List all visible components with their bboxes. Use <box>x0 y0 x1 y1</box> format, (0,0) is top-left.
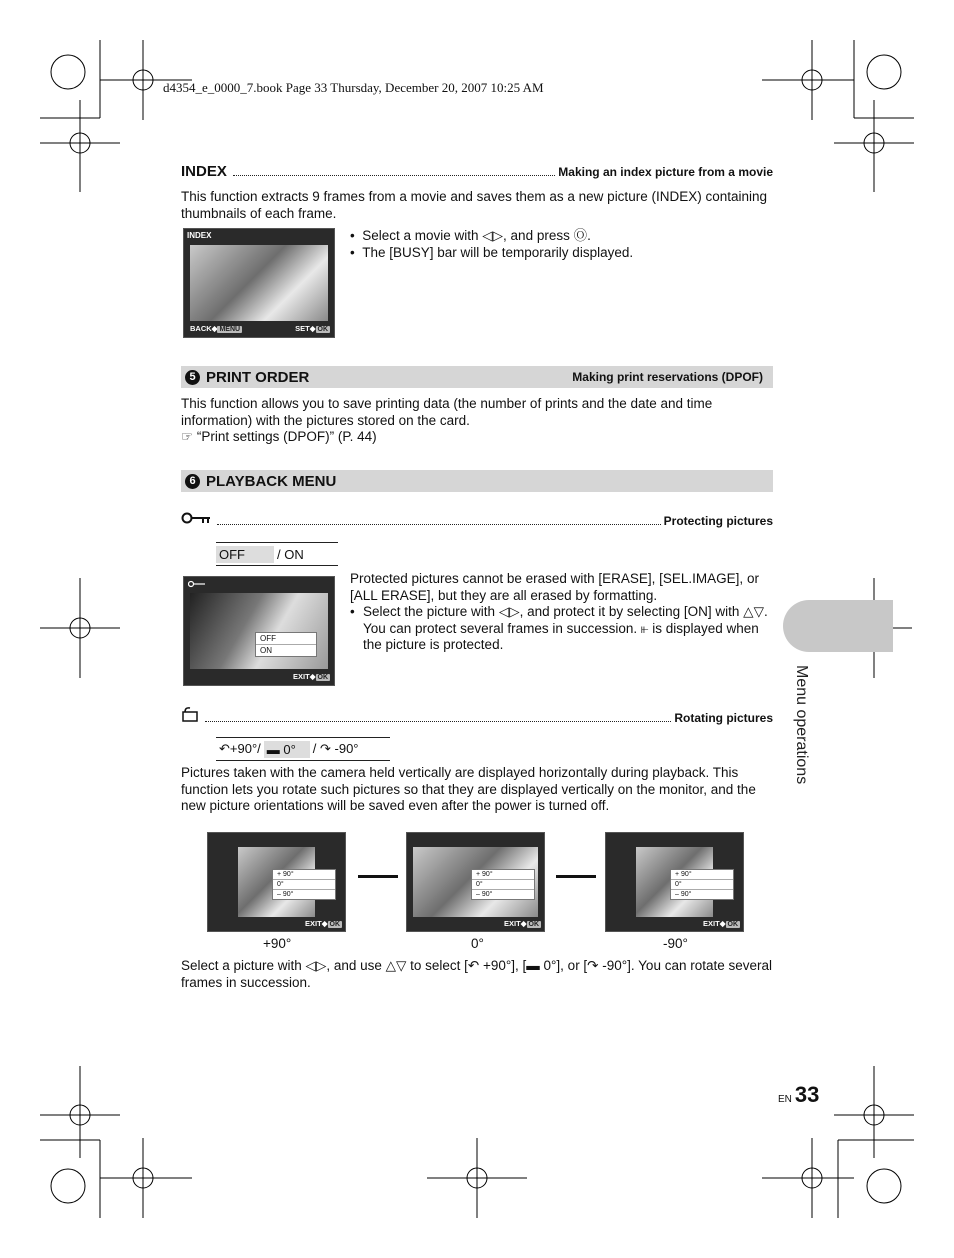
menu-plus90: + 90° <box>671 870 733 880</box>
crop-mark-bottom-left <box>40 1066 192 1218</box>
crop-mark-top-right <box>762 40 914 192</box>
index-title: INDEX <box>181 163 227 180</box>
print-order-band <box>181 366 773 388</box>
chapter-tab <box>783 600 893 652</box>
protect-heading <box>181 511 773 528</box>
option-0: ▬ 0° <box>264 741 310 758</box>
index-description: This function extracts 9 frames from a movie and saves them as a new picture (INDEX) containing thumbnails of each frame. <box>181 189 767 221</box>
menu-minus90: – 90° <box>476 891 493 898</box>
print-order-subtitle: Making print reservations (DPOF) <box>572 370 763 384</box>
menu-off: OFF <box>256 633 316 645</box>
key-icon <box>181 511 211 525</box>
bullet-item: • Select the picture with ◁▷, and protect it by selecting [ON] with △▽. You can protect several frames in succession. ⫦ is displayed when the picture is protected. <box>350 604 768 652</box>
menu-plus90: + 90° <box>472 870 534 880</box>
dog-photo <box>190 593 328 669</box>
protect-subtitle: Protecting pictures <box>663 514 773 528</box>
protect-description: Protected pictures cannot be erased with [ERASE], [SEL.IMAGE], or [ALL ERASE], but they are all erased by formatting. <box>350 571 759 603</box>
key-icon <box>188 580 206 588</box>
playback-menu-title: PLAYBACK MENU <box>206 472 337 490</box>
language-code: EN <box>778 1094 792 1105</box>
bullet-item: • Select a movie with ◁▷, and press Ⓞ. <box>350 228 591 243</box>
rotate-heading <box>181 706 773 725</box>
menu-minus90: – 90° <box>277 891 294 898</box>
menu-0: 0° <box>671 880 733 890</box>
screen-exit-label: EXIT◆ OK <box>703 919 738 928</box>
menu-on: ON <box>260 646 272 655</box>
rotate-screen-plus90 <box>207 832 346 932</box>
page-number <box>778 1082 819 1108</box>
index-subtitle: Making an index picture from a movie <box>558 165 773 179</box>
leader-dots <box>233 174 555 176</box>
screen-exit-label: EXIT◆ OK <box>305 919 340 928</box>
leader-dots <box>217 523 661 525</box>
index-heading <box>181 163 773 180</box>
menu-minus90: – 90° <box>675 891 692 898</box>
rotate-menu <box>272 869 336 900</box>
rotate-menu <box>670 869 734 900</box>
caption-plus90: +90° <box>263 936 292 951</box>
rotate-footer: Select a picture with ◁▷, and use △▽ to select [↶ +90°], [▬ 0°], or [↷ -90°]. You can rotate several frames in succession. <box>181 958 773 990</box>
option-on: / ON <box>277 546 304 562</box>
crop-mark-mid-left <box>40 578 120 678</box>
print-order-title: PRINT ORDER <box>206 368 310 386</box>
caption-0: 0° <box>471 936 484 951</box>
protect-options-table <box>216 542 338 566</box>
right-arrow <box>556 875 596 878</box>
rotate-icon <box>181 706 199 722</box>
index-bullets <box>350 228 770 261</box>
leader-dots <box>205 720 671 722</box>
crop-mark-top-left <box>40 40 192 192</box>
menu-0: 0° <box>472 880 534 890</box>
rotate-description: Pictures taken with the camera held vertically are displayed horizontally during playback. This function lets you rotate such pictures so that they are displayed vertically on the monitor, and the new picture orientations will be saved even after the power is turned off. <box>181 765 756 813</box>
rotate-subtitle: Rotating pictures <box>674 711 773 725</box>
section-number: 6 <box>185 474 200 489</box>
print-header: d4354_e_0000_7.book Page 33 Thursday, December 20, 2007 10:25 AM <box>163 80 544 95</box>
option-plus90: ↶+90°/ <box>219 741 261 756</box>
rotate-options-table <box>216 737 390 761</box>
screen-exit-label: EXIT◆ OK <box>293 672 328 681</box>
protect-menu <box>255 632 317 657</box>
rotate-screen-0 <box>406 832 545 932</box>
crop-mark-bottom-center <box>427 1138 527 1218</box>
menu-0: 0° <box>273 880 335 890</box>
screen-title: INDEX <box>187 231 212 240</box>
option-off: OFF <box>216 546 274 563</box>
caption-minus90: -90° <box>663 936 688 951</box>
screen-back-label: BACK◆ MENU <box>190 324 241 333</box>
protect-text <box>350 571 774 654</box>
chapter-label: Menu operations <box>793 665 810 785</box>
screen-set-label: SET◆ OK <box>295 324 328 333</box>
print-order-reference: ☞ “Print settings (DPOF)” (P. 44) <box>181 429 377 444</box>
section-number: 5 <box>185 370 200 385</box>
menu-plus90: + 90° <box>273 870 335 880</box>
screen-exit-label: EXIT◆ OK <box>504 919 539 928</box>
surfer-photo <box>190 245 328 321</box>
playback-menu-band <box>181 470 773 492</box>
page-num: 33 <box>794 1082 820 1107</box>
protect-screen <box>183 576 335 686</box>
rotate-screen-minus90 <box>605 832 744 932</box>
index-screen <box>183 228 335 338</box>
print-order-description: This function allows you to save printing data (the number of prints and the date and time information) with the pictures stored on the card. <box>181 396 713 428</box>
rotate-menu <box>471 869 535 900</box>
left-arrow <box>358 875 398 878</box>
option-minus90: / ↷ -90° <box>312 741 359 756</box>
bullet-item: • The [BUSY] bar will be temporarily displayed. <box>350 244 634 260</box>
